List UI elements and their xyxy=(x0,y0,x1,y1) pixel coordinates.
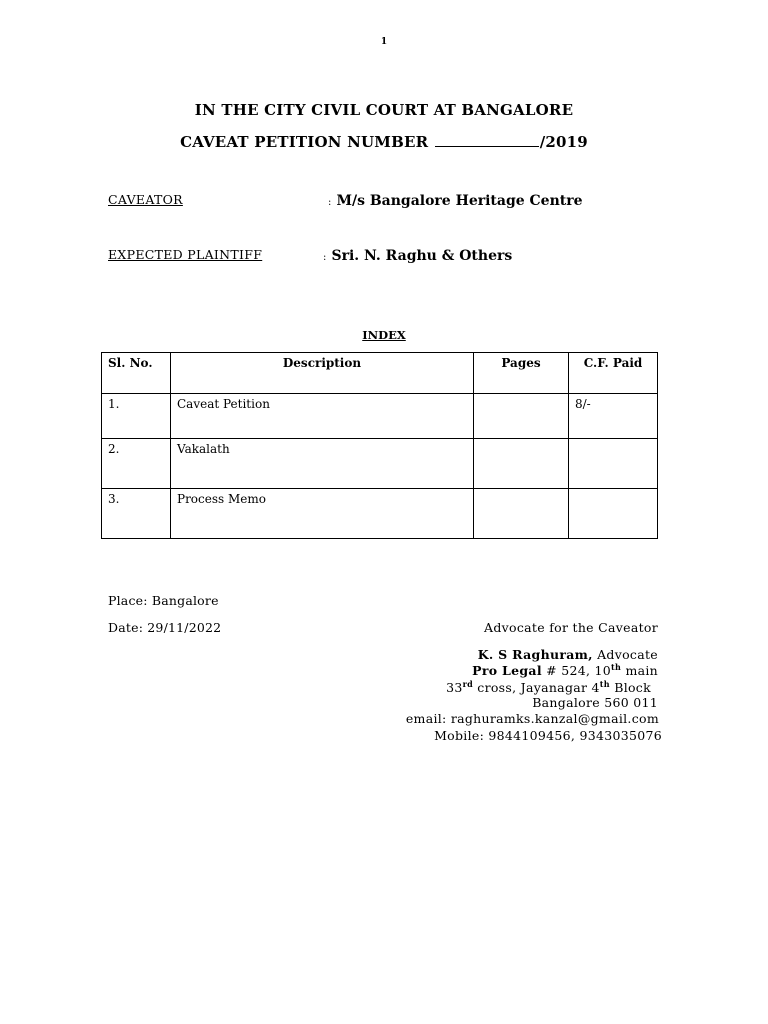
place-text: Place: Bangalore xyxy=(108,593,219,608)
cell-pages xyxy=(474,489,569,539)
table-header-row xyxy=(102,353,658,394)
cell-cf: 8/- xyxy=(569,394,658,439)
col-sl-no: Sl. No. xyxy=(102,353,171,394)
advocate-name-line xyxy=(478,647,658,662)
court-title: IN THE CITY CIVIL COURT AT BANGALORE xyxy=(194,101,574,119)
separator: : xyxy=(328,197,332,208)
cell-pages xyxy=(474,394,569,439)
cell-desc: Caveat Petition xyxy=(171,394,474,439)
firm-name: Pro Legal xyxy=(472,663,542,679)
plaintiff-row-value xyxy=(323,245,512,264)
col-pages: Pages xyxy=(474,353,569,394)
addr1-text-b: main xyxy=(625,663,658,679)
advocate-name: K. S Raghuram, xyxy=(477,647,593,662)
caveator-label: CAVEATOR xyxy=(108,192,183,207)
col-cf-paid: C.F. Paid xyxy=(569,353,658,394)
cell-cf xyxy=(569,489,658,539)
plaintiff-value: Sri. N. Raghu & Others xyxy=(331,248,513,264)
addr2-sup2: th xyxy=(599,679,610,689)
table-row xyxy=(102,489,658,539)
page-number: 1 xyxy=(380,37,388,47)
address-line-3: Bangalore 560 011 xyxy=(532,695,658,710)
addr1-text: # 524, 10 xyxy=(546,663,612,679)
separator: : xyxy=(323,252,327,263)
addr2-text: 33 xyxy=(446,680,463,696)
col-description: Description xyxy=(171,353,474,394)
addr2-text-c: Block xyxy=(614,680,651,696)
cell-sl: 1. xyxy=(102,394,171,439)
cell-pages xyxy=(474,439,569,489)
caveator-row-value xyxy=(328,190,583,209)
table-row xyxy=(102,439,658,489)
address-line-2 xyxy=(446,679,651,695)
caveat-suffix: /2019 xyxy=(539,133,588,151)
address-line-1 xyxy=(472,662,658,678)
caveat-prefix: CAVEAT PETITION NUMBER xyxy=(180,133,429,151)
addr1-sup: th xyxy=(611,662,622,672)
cell-desc: Vakalath xyxy=(171,439,474,489)
advocate-for-text: Advocate for the Caveator xyxy=(484,620,658,635)
date-text: Date: 29/11/2022 xyxy=(108,620,222,635)
cell-sl: 3. xyxy=(102,489,171,539)
cell-desc: Process Memo xyxy=(171,489,474,539)
email-text: email: raghuramks.kanzal@gmail.com xyxy=(405,711,659,726)
plaintiff-label: EXPECTED PLAINTIFF xyxy=(108,247,263,262)
caveat-number-line xyxy=(0,133,768,151)
advocate-title: Advocate xyxy=(597,647,658,662)
index-table xyxy=(101,352,658,539)
caveator-value: M/s Bangalore Heritage Centre xyxy=(336,193,583,209)
cell-cf xyxy=(569,439,658,489)
table-row xyxy=(102,394,658,439)
cell-sl: 2. xyxy=(102,439,171,489)
index-heading: INDEX xyxy=(362,328,406,342)
caveat-number-blank xyxy=(435,134,539,147)
addr2-sup1: rd xyxy=(462,679,473,689)
addr2-text-b: cross, Jayanagar 4 xyxy=(477,680,600,696)
mobile-text: Mobile: 9844109456, 9343035076 xyxy=(434,728,662,743)
